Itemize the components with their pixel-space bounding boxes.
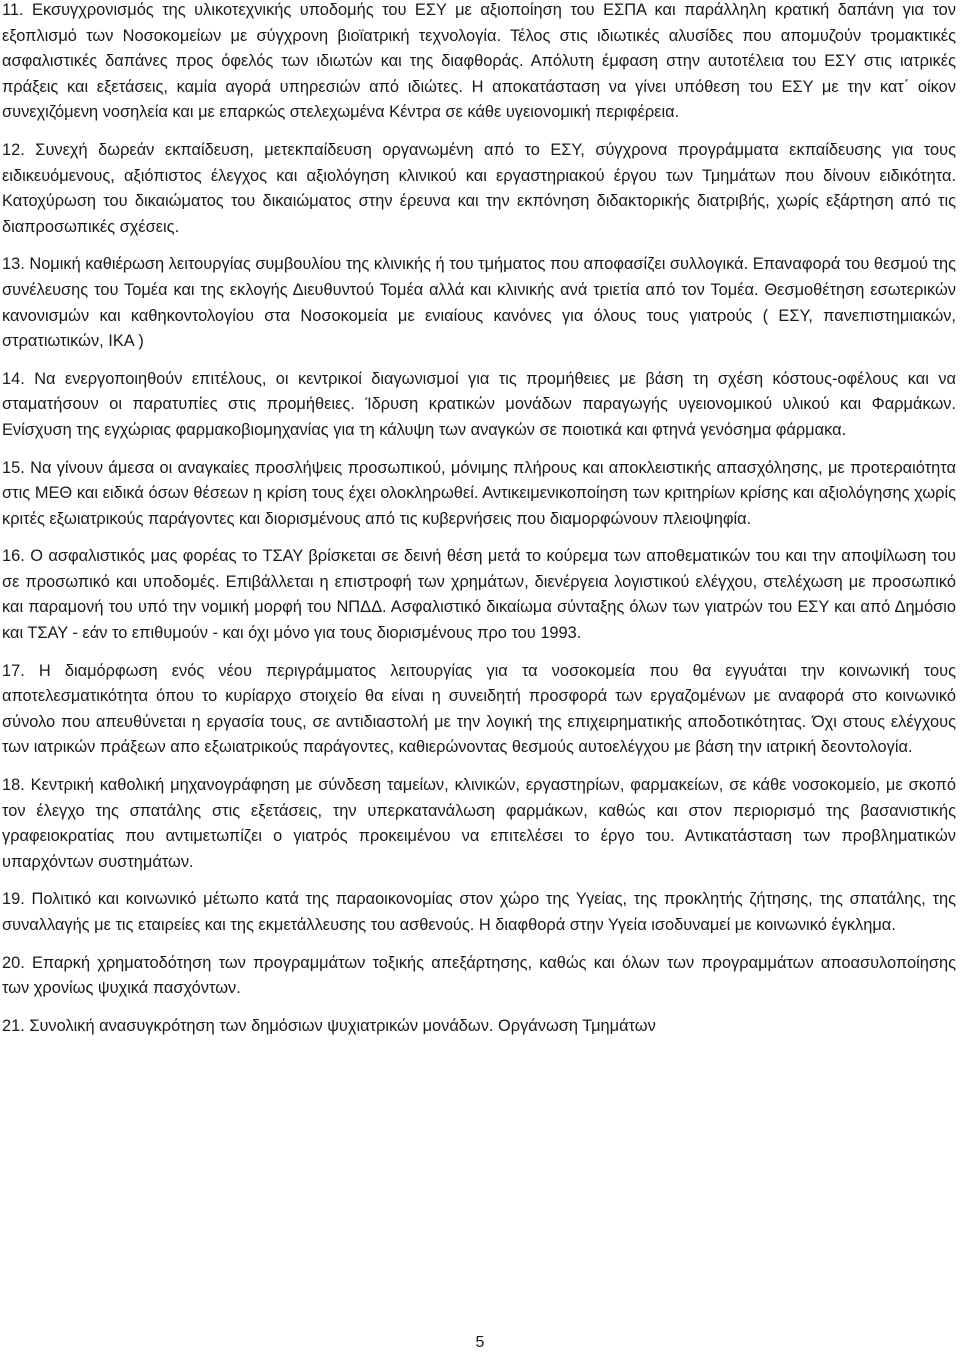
- paragraph-item-21: 21. Συνολική ανασυγκρότηση των δημόσιων ψυχιατρικών μονάδων. Οργάνωση Τμημάτων: [2, 1016, 656, 1035]
- paragraph-item-19: 19. Πολιτικό και κοινωνικό μέτωπο κατά της παραοικονομίας στον χώρο της Υγείας, της προκλητής ζήτησης, της σπατάλης, της συναλλαγής με τις εταιρείες και της εκμετάλλευσης του ασθενούς. Η διαφθορά στην Υγεία ισοδυναμεί με κοινωνικό έγκλημα.: [2, 890, 956, 934]
- paragraph-item-20: 20. Επαρκή χρηματοδότηση των προγραμμάτων τοξικής απεξάρτησης, καθώς και όλων των προγραμμάτων αποασυλοποίησης των χρονίως ψυχικά πασχόντων.: [2, 953, 956, 998]
- paragraph-item-16: 16. Ο ασφαλιστικός μας φορέας το ΤΣΑΥ βρίσκεται σε δεινή θέση μετά το κούρεμα των αποθεματικών του και την αποψίλωση του σε προσωπικό και υποδομές. Επιβάλλεται η επιστροφή των χρημάτων, διενέργεια λογιστικού ελέγχου, στελέχωση με προσωπικό και παραμονή του υπό την νομική μορφή του ΝΠΔΔ. Ασφαλιστικό δικαίωμα σύνταξης όλων των γιατρών του ΕΣΥ και από Δημόσιο και ΤΣΑΥ - εάν το επιθυμούν - και όχι μόνο για τους διορισμένους προ του 1993.: [2, 547, 956, 643]
- paragraph-item-15: 15. Να γίνουν άμεσα οι αναγκαίες προσλήψεις προσωπικού, μόνιμης πλήρους και αποκλειστικής απασχόλησης, με προτεραιότητα στις ΜΕΘ και ειδικά όσων θέσεων η κρίση τους έχει ολοκληρωθεί. Αντικειμενικοποίηση των κριτηρίων κρίσης και αξιολόγησης χωρίς κριτές εξωιατρικούς παράγοντες και διορισμένους από τις κυβερνήσεις που διαμορφώνουν πλειοψηφία.: [2, 458, 956, 528]
- paragraph-item-18: 18. Κεντρική καθολική μηχανογράφηση με σύνδεση ταμείων, κλινικών, εργαστηρίων, φαρμακείων, σε κάθε νοσοκομείο, με σκοπό τον έλεγχο της σπατάλης στις εξετάσεις, την υπερκατανάλωση φαρμάκων, καθώς και στον περιορισμό της βασανιστικής γραφειοκρατίας που αντιμετωπίζει ο γιατρός προκειμένου να επιτελέσει το έργο του. Αντικατάσταση των προβληματικών υπαρχόντων συστημάτων.: [2, 776, 956, 871]
- paragraph-item-14: 14. Να ενεργοποιηθούν επιτέλους, οι κεντρικοί διαγωνισμοί για τις προμήθειες με βάση τη σχέση κόστους-οφέλους και να σταματήσουν οι παρατυπίες στις προμήθειες. Ίδρυση κρατικών μονάδων παραγωγής υγειονομικού υλικού και Φαρμάκων. Ενίσχυση της εγχώριας φαρμακοβιομηχανίας για τη κάλυψη των αναγκών σε ποιοτικά και φτηνά γενόσημα φάρμακα.: [2, 369, 956, 439]
- paragraph-item-17: 17. Η διαμόρφωση ενός νέου περιγράμματος λειτουργίας για τα νοσοκομεία που θα εγγυάται την κοινωνική τους αποτελεσματικότητα όπου το κυρίαρχο στοιχείο θα είναι η συνειδητή προσφορά των εργαζομένων με αναφορά στο κοινωνικό σύνολο που απευθύνεται η εργασία τους, σε αντιδιαστολή με την λογική της επιχειρηματικής αποδοτικότητας. Όχι στους ελέγχους των ιατρικών πράξεων απο εξωιατρικούς παράγοντες, καθιερώνοντας θεσμούς αυτοελέγχου με βάση την ιατρική δεοντολογία.: [2, 661, 956, 757]
- paragraph-item-11: 11. Εκσυγχρονισμός της υλικοτεχνικής υποδομής του ΕΣΥ με αξιοποίηση του ΕΣΠΑ και παράλληλη κρατική δαπάνη για τον εξοπλισμό των Νοσοκομείων με σύγχρονη βιοϊατρική τεχνολογία. Τέλος στις ιδιωτικές αλυσίδες που απομυζούν τρομακτικές ασφαλιστικές δαπάνες προς όφελός των ιδιωτών και της διαφθοράς. Απόλυτη έμφαση στην αυτοτέλεια του ΕΣΥ στις ιατρικές πράξεις και εξετάσεις, καμία αγορά υπηρεσιών από ιδιώτες. Η αποκατάσταση να γίνει υπόθεση του ΕΣΥ με την κατ΄ οίκον συνεχιζόμενη νοσηλεία και με επαρκώς στελεχωμένα Κέντρα σε κάθε υγειονομική περιφέρεια.: [2, 1, 956, 122]
- paragraph-item-12: 12. Συνεχή δωρεάν εκπαίδευση, μετεκπαίδευση οργανωμένη από το ΕΣΥ, σύγχρονα προγράμματα εκπαίδευσης για τους ειδικευόμενους, αξιόπιστος έλεγχος και αξιολόγηση κλινικού και εργαστηριακού έργου των Τμημάτων που δίνουν ειδικότητα. Κατοχύρωση του δικαιώματος του δικαιώματος στην έρευνα και την εκπόνηση διδακτορικής διατριβής, χωρίς εξάρτηση από τις διαπροσωπικές σχέσεις.: [2, 140, 956, 236]
- page-number: 5: [475, 1334, 485, 1351]
- paragraph-item-13: 13. Νομική καθιέρωση λειτουργίας συμβουλίου της κλινικής ή του τμήματος που αποφασίζει συλλογικά. Επαναφορά του θεσμού της συνέλευσης του Τομέα και της εκλογής Διευθυντού Τομέα αλλά και κλινικής ανά τριετία από τον Τομέα. Θεσμοθέτηση εσωτερικών κανονισμών και καθηκοντολογίου στα Νοσοκομεία με ενιαίους κανόνες για όλους τους γιατρούς ( ΕΣΥ, πανεπιστημιακών, στρατιωτικών, ΙΚΑ ): [2, 255, 956, 351]
